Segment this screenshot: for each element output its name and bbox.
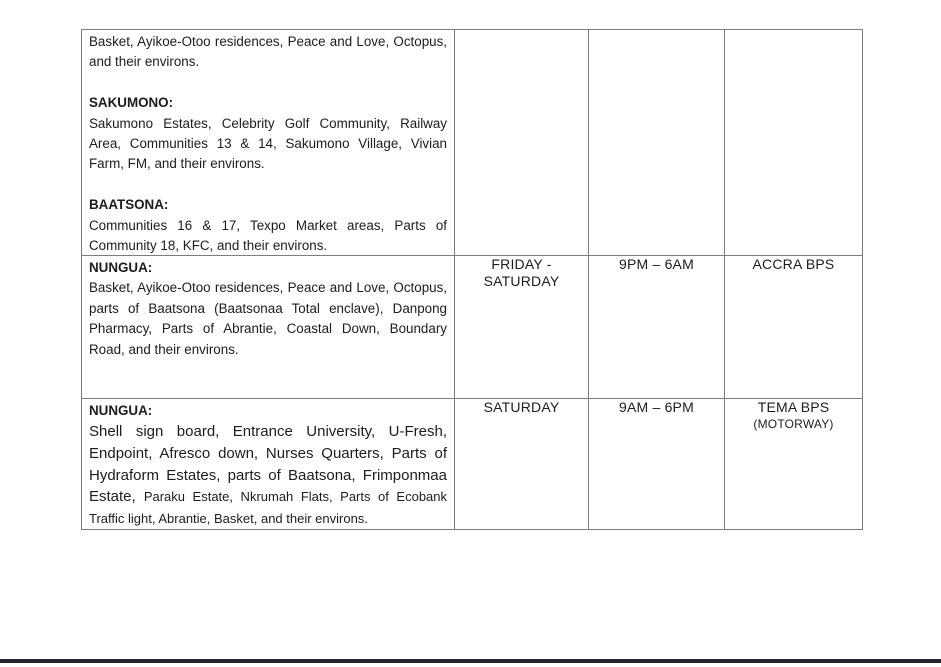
table-row bbox=[82, 399, 863, 530]
area-cell bbox=[82, 399, 455, 530]
source-cell: ACCRA BPS bbox=[725, 256, 863, 399]
blank-line bbox=[89, 175, 447, 195]
area-cell-content bbox=[82, 30, 454, 253]
area-paragraph: Communities 16 & 17, Texpo Market areas, Parts of Community 18, KFC, and their environs. bbox=[89, 217, 447, 253]
outage-schedule-table bbox=[81, 29, 863, 530]
area-heading-nungua: NUNGUA: bbox=[89, 260, 153, 275]
area-paragraph: Basket, Ayikoe-Otoo residences, Peace and Love, Octopus, parts of Baatsona (Baatsonaa Total enclave), Danpong Pharmacy, Parts of Abrantie, Coastal Down, Boundary Road, and their environs. bbox=[89, 280, 447, 357]
day-cell bbox=[455, 30, 589, 256]
day-cell bbox=[455, 256, 589, 399]
area-cell-content bbox=[82, 399, 454, 528]
area-heading-sakumono: SAKUMONO: bbox=[89, 95, 174, 111]
area-paragraph bbox=[89, 421, 447, 528]
source-subline: (MOTORWAY) bbox=[753, 417, 834, 431]
day-line: FRIDAY - bbox=[491, 256, 552, 272]
table-row bbox=[82, 30, 863, 256]
area-heading-nungua: NUNGUA: bbox=[89, 403, 153, 418]
table-row bbox=[82, 256, 863, 399]
time-cell bbox=[589, 30, 725, 256]
area-paragraph: Basket, Ayikoe-Otoo residences, Peace and Love, Octopus, and their environs. bbox=[89, 34, 447, 70]
blank-line bbox=[89, 73, 447, 93]
time-cell: 9PM – 6AM bbox=[589, 256, 725, 399]
day-line: SATURDAY bbox=[483, 273, 560, 289]
area-paragraph: Sakumono Estates, Celebrity Golf Community, Railway Area, Communities 13 & 14, Sakumono Village, Vivian Farm, FM, and their environs. bbox=[89, 115, 447, 172]
day-cell: SATURDAY bbox=[455, 399, 589, 530]
area-heading-baatsona: BAATSONA: bbox=[89, 197, 169, 213]
page-footer-rule bbox=[0, 659, 941, 663]
source-cell bbox=[725, 30, 863, 256]
source-line: TEMA BPS bbox=[757, 399, 830, 415]
source-cell bbox=[725, 399, 863, 530]
area-cell bbox=[82, 30, 455, 256]
area-text-main: Shell sign board, Entrance University, U-Fresh, Endpoint, Afresco down, Nurses Quarters, Parts of Hydraform Estates, parts of Baatsona, Frimponmaa Estate, bbox=[89, 423, 447, 506]
area-cell-content bbox=[82, 256, 454, 397]
area-text-small: Paraku Estate, Nkrumah Flats, Parts of Ecobank Traffic light, Abrantie, Basket, and their environs. bbox=[89, 489, 448, 527]
time-cell: 9AM – 6PM bbox=[589, 399, 725, 530]
area-cell bbox=[82, 256, 455, 399]
